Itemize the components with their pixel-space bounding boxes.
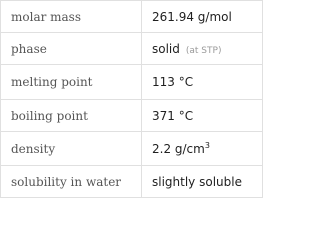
row-value-cell: [142, 100, 263, 132]
table-row-phase: [1, 33, 263, 65]
row-label-cell: [1, 132, 142, 166]
row-value-cell: [142, 65, 263, 100]
row-value-text: 2.2 g/cm: [152, 141, 205, 156]
table-row-boiling-point: [1, 100, 263, 132]
row-label-cell: [1, 100, 142, 132]
row-value: [152, 142, 210, 156]
row-label-cell: [1, 65, 142, 100]
row-value: solid: [152, 41, 180, 56]
row-label: solubility in water: [11, 174, 122, 189]
row-value-cell: [142, 33, 263, 65]
row-label: boiling point: [11, 108, 88, 123]
row-value: slightly soluble: [152, 174, 242, 189]
row-value: 113 °C: [152, 75, 194, 89]
row-label-cell: [1, 33, 142, 65]
row-value-superscript: 3: [204, 140, 210, 150]
row-label-cell: [1, 1, 142, 33]
row-value: 261.94 g/mol: [152, 9, 232, 24]
table-row-melting-point: [1, 65, 263, 100]
row-label: melting point: [11, 75, 93, 89]
row-label-cell: [1, 166, 142, 198]
row-value: 371 °C: [152, 108, 194, 123]
row-value-cell: [142, 1, 263, 33]
row-value-cell: [142, 132, 263, 166]
table-row-solubility: [1, 166, 263, 198]
row-label: phase: [11, 41, 47, 56]
table-row-density: [1, 132, 263, 166]
row-note: (at STP): [185, 45, 222, 56]
row-value-cell: [142, 166, 263, 198]
table-row-molar-mass: [1, 1, 263, 33]
row-label: density: [11, 141, 56, 156]
row-label: molar mass: [11, 9, 81, 24]
